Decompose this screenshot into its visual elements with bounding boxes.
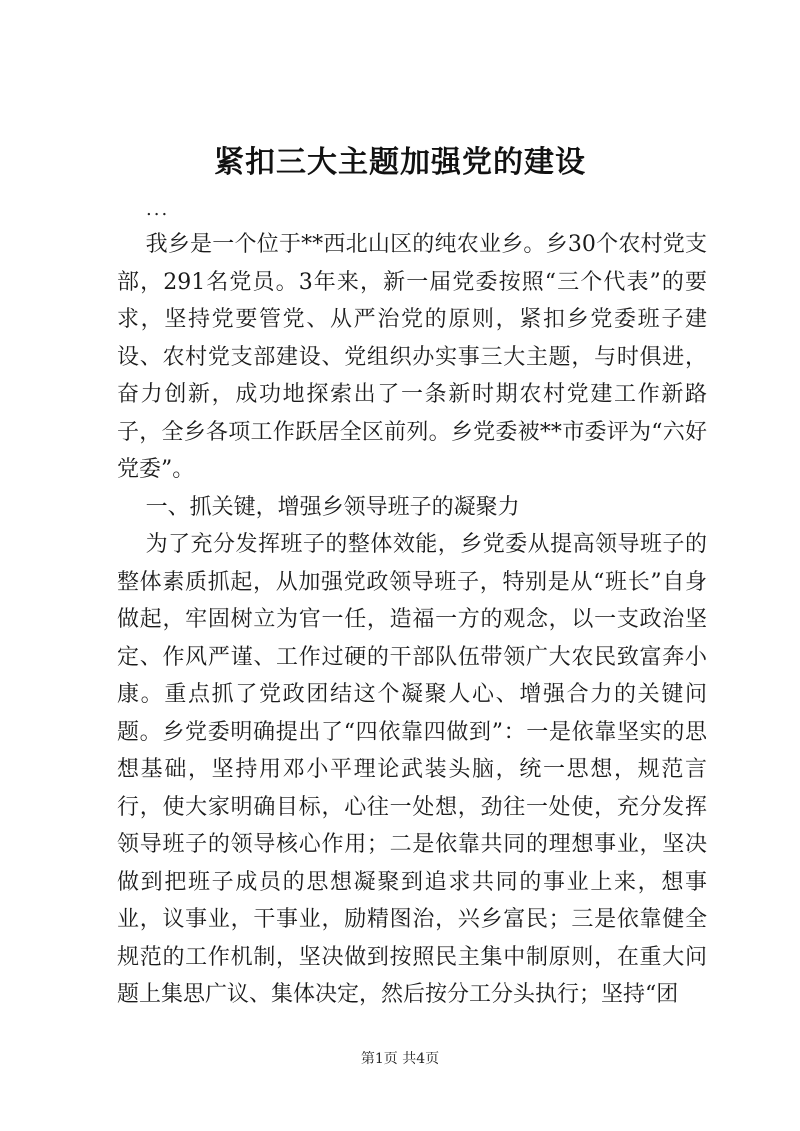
body-paragraph: 为了充分发挥班子的整体效能，乡党委从提高领导班子的整体素质抓起，从加强党政领导班子，特别是从“班长”自身做起，牢固树立为官一任，造福一方的观念，以一支政治坚定、作风严谨、工作过硬的干部队伍带领广大农民致富奔小康。重点抓了党政团结这个凝聚人心、增强合力的关键问题。乡党委明确提出了“四依靠四做到”：一是依靠坚实的思想基础，坚持用邓小平理论武装头脑，统一思想，规范言行，使大家明确目标，心往一处想，劲往一处使，充分发挥领导班子的领导核心作用；二是依靠共同的理想事业，坚决做到把班子成员的思想凝聚到追求共同的事业上来，想事业，议事业，干事业，励精图治，兴乡富民；三是依靠健全规范的工作机制，坚决做到按照民主集中制原则，在重大问题上集思广议、集体决定，然后按分工分头执行；坚持“团 (117, 532, 707, 1007)
ellipsis-marker: ... (146, 199, 170, 220)
section-heading: 一、抓关键，增强乡领导班子的凝聚力 (145, 494, 520, 520)
intro-paragraph: 我乡是一个位于**西北山区的纯农业乡。乡30个农村党支部，291名党员。3年来，新一届党委按照“三个代表”的要求，坚持党要管党、从严治党的原则，紧扣乡党委班子建设、农村党支部建设、党组织办实事三大主题，与时俱进，奋力创新，成功地探索出了一条新时期农村党建工作新路子，全乡各项工作跃居全区前列。乡党委被**市委评为“六好党委”。 (117, 232, 707, 482)
page-footer: 第1页 共4页 (360, 1051, 440, 1067)
document-body (117, 226, 707, 1014)
document-title: 紧扣三大主题加强党的建设 (214, 145, 586, 180)
